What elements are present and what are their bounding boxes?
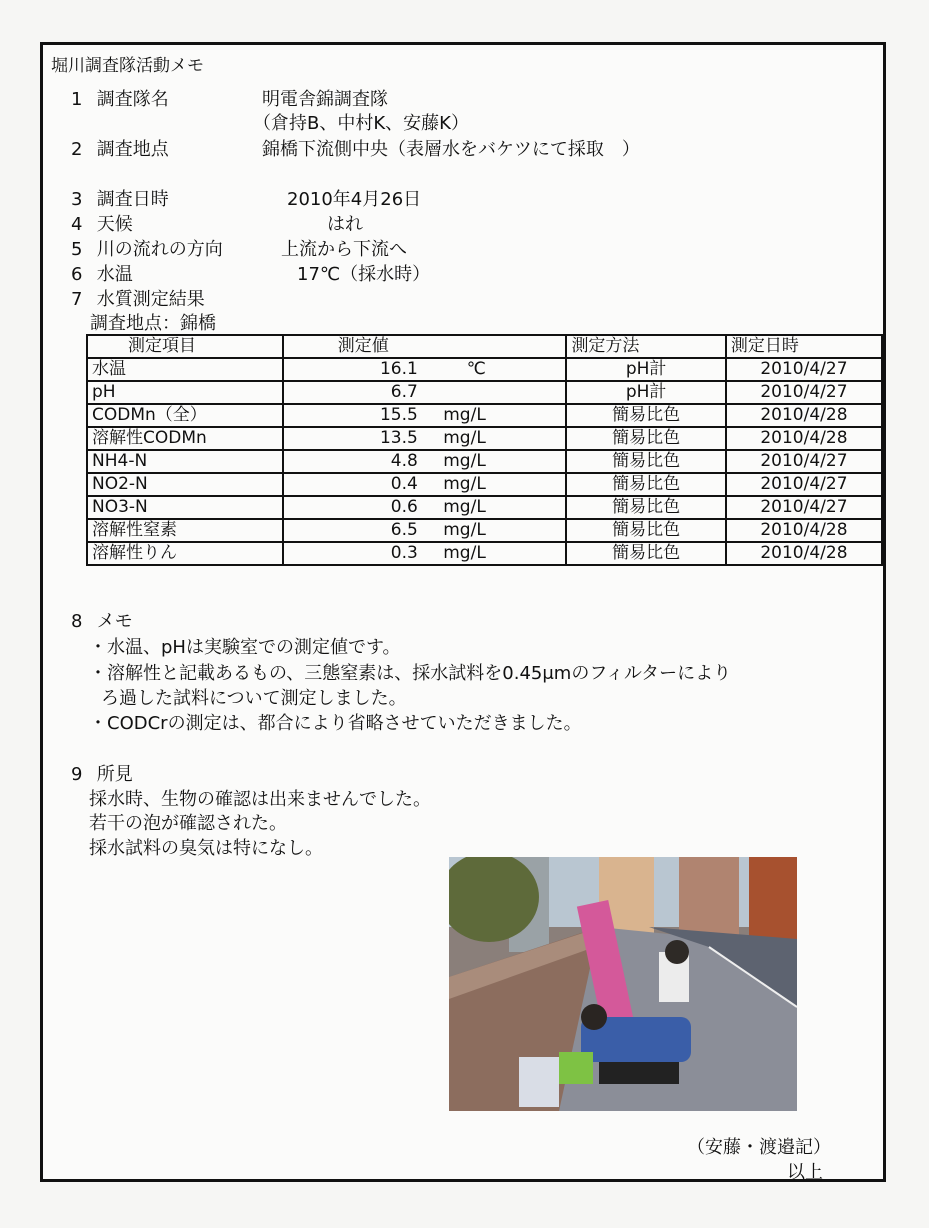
memo-document <box>40 42 886 1182</box>
cell-item: 溶解性窒素 <box>87 519 283 542</box>
cell-date: 2010/4/27 <box>726 381 882 404</box>
document-title: 堀川調査隊活動メモ <box>51 56 204 76</box>
cell-item: NO2-N <box>87 473 283 496</box>
table-row <box>87 473 882 496</box>
cell-value-unit: mg/L <box>443 520 486 540</box>
cell-date: 2010/4/28 <box>726 427 882 450</box>
cell-item: 水温 <box>87 358 283 381</box>
cell-value-number: 4.8 <box>390 451 418 471</box>
cell-value <box>283 496 567 519</box>
table-row <box>87 542 882 565</box>
cell-date: 2010/4/28 <box>726 519 882 542</box>
cell-value <box>283 404 567 427</box>
cell-value-unit: mg/L <box>443 428 486 448</box>
table-header-row <box>87 335 882 358</box>
cell-value-number: 6.7 <box>390 382 418 402</box>
table-row <box>87 519 882 542</box>
weather-value: はれ <box>327 214 363 235</box>
cell-date: 2010/4/28 <box>726 404 882 427</box>
cell-value <box>283 427 567 450</box>
item-memo-label: 8 メモ <box>71 611 133 632</box>
header-method: 測定方法 <box>566 335 725 358</box>
cell-value-unit: mg/L <box>443 497 486 517</box>
memo-line: ・溶解性と記載あるもの、三態窒素は、採水試料を0.45μmのフィルターにより <box>89 663 732 684</box>
cell-value-number: 16.1 <box>379 359 418 379</box>
cell-item: NO3-N <box>87 496 283 519</box>
end-mark: 以上 <box>787 1162 823 1183</box>
flow-value: 上流から下流へ <box>281 239 407 260</box>
cell-value-number: 13.5 <box>379 428 418 448</box>
cell-value-number: 0.6 <box>390 497 418 517</box>
cell-value <box>283 542 567 565</box>
header-value: 測定値 <box>283 335 567 358</box>
cell-method: 簡易比色 <box>566 404 725 427</box>
item-weather-label: 4 天候 <box>71 214 133 235</box>
item-findings-label: 9 所見 <box>71 764 133 785</box>
findings-line: 若干の泡が確認された。 <box>89 813 287 834</box>
cell-value <box>283 473 567 496</box>
memo-line: ・CODCrの測定は、都合により省略させていただきました。 <box>89 713 582 734</box>
cell-item: NH4-N <box>87 450 283 473</box>
cell-value <box>283 450 567 473</box>
cell-date: 2010/4/27 <box>726 473 882 496</box>
cell-method: 簡易比色 <box>566 519 725 542</box>
cell-value-unit: ℃ <box>466 359 486 379</box>
item-team-label: 1 調査隊名 <box>71 89 169 110</box>
cell-item: CODMn（全） <box>87 404 283 427</box>
watertemp-value: 17℃（採水時） <box>297 264 431 285</box>
header-item: 測定項目 <box>87 335 283 358</box>
table-row <box>87 381 882 404</box>
team-members: （倉持B、中村K、安藤K） <box>253 113 469 134</box>
table-row <box>87 404 882 427</box>
item-date-label: 3 調査日時 <box>71 189 169 210</box>
cell-method: 簡易比色 <box>566 496 725 519</box>
table-row <box>87 427 882 450</box>
cell-date: 2010/4/28 <box>726 542 882 565</box>
cell-item: 溶解性CODMn <box>87 427 283 450</box>
cell-value-number: 6.5 <box>390 520 418 540</box>
cell-method: pH計 <box>566 358 725 381</box>
site-photo-illustration <box>449 857 797 1111</box>
item-flow-label: 5 川の流れの方向 <box>71 239 223 260</box>
table-row <box>87 358 882 381</box>
item-watertemp-label: 6 水温 <box>71 264 133 285</box>
cell-method: 簡易比色 <box>566 450 725 473</box>
cell-date: 2010/4/27 <box>726 450 882 473</box>
cell-value-number: 15.5 <box>379 405 418 425</box>
cell-method: 簡易比色 <box>566 542 725 565</box>
findings-line: 採水試料の臭気は特になし。 <box>89 838 323 859</box>
cell-value-unit: mg/L <box>443 543 486 563</box>
table-row <box>87 450 882 473</box>
item-quality-label: 7 水質測定結果 <box>71 289 205 310</box>
cell-value <box>283 381 567 404</box>
cell-date: 2010/4/27 <box>726 358 882 381</box>
team-name: 明電舎錦調査隊 <box>262 89 388 110</box>
cell-item: 溶解性りん <box>87 542 283 565</box>
cell-method: pH計 <box>566 381 725 404</box>
header-date: 測定日時 <box>726 335 882 358</box>
cell-method: 簡易比色 <box>566 473 725 496</box>
author-note: （安藤・渡邉記） <box>687 1137 831 1158</box>
quality-site-label: 調査地点：錦橋 <box>90 313 216 334</box>
cell-value-number: 0.4 <box>390 474 418 494</box>
memo-line: ・水温、pHは実験室での測定値です。 <box>89 637 401 658</box>
cell-item: pH <box>87 381 283 404</box>
site-photo <box>449 857 797 1111</box>
results-table <box>86 334 883 566</box>
item-site-label: 2 調査地点 <box>71 139 169 160</box>
date-value: 2010年4月26日 <box>287 189 422 210</box>
site-value: 錦橋下流側中央（表層水をバケツにて採取 ） <box>262 139 640 160</box>
cell-value <box>283 519 567 542</box>
cell-date: 2010/4/27 <box>726 496 882 519</box>
cell-value-number: 0.3 <box>390 543 418 563</box>
findings-line: 採水時、生物の確認は出来ませんでした。 <box>89 789 431 810</box>
memo-line: ろ過した試料について測定しました。 <box>101 688 407 709</box>
cell-value <box>283 358 567 381</box>
table-row <box>87 496 882 519</box>
cell-value-unit: mg/L <box>443 405 486 425</box>
cell-value-unit: mg/L <box>443 451 486 471</box>
cell-value-unit: mg/L <box>443 474 486 494</box>
cell-method: 簡易比色 <box>566 427 725 450</box>
